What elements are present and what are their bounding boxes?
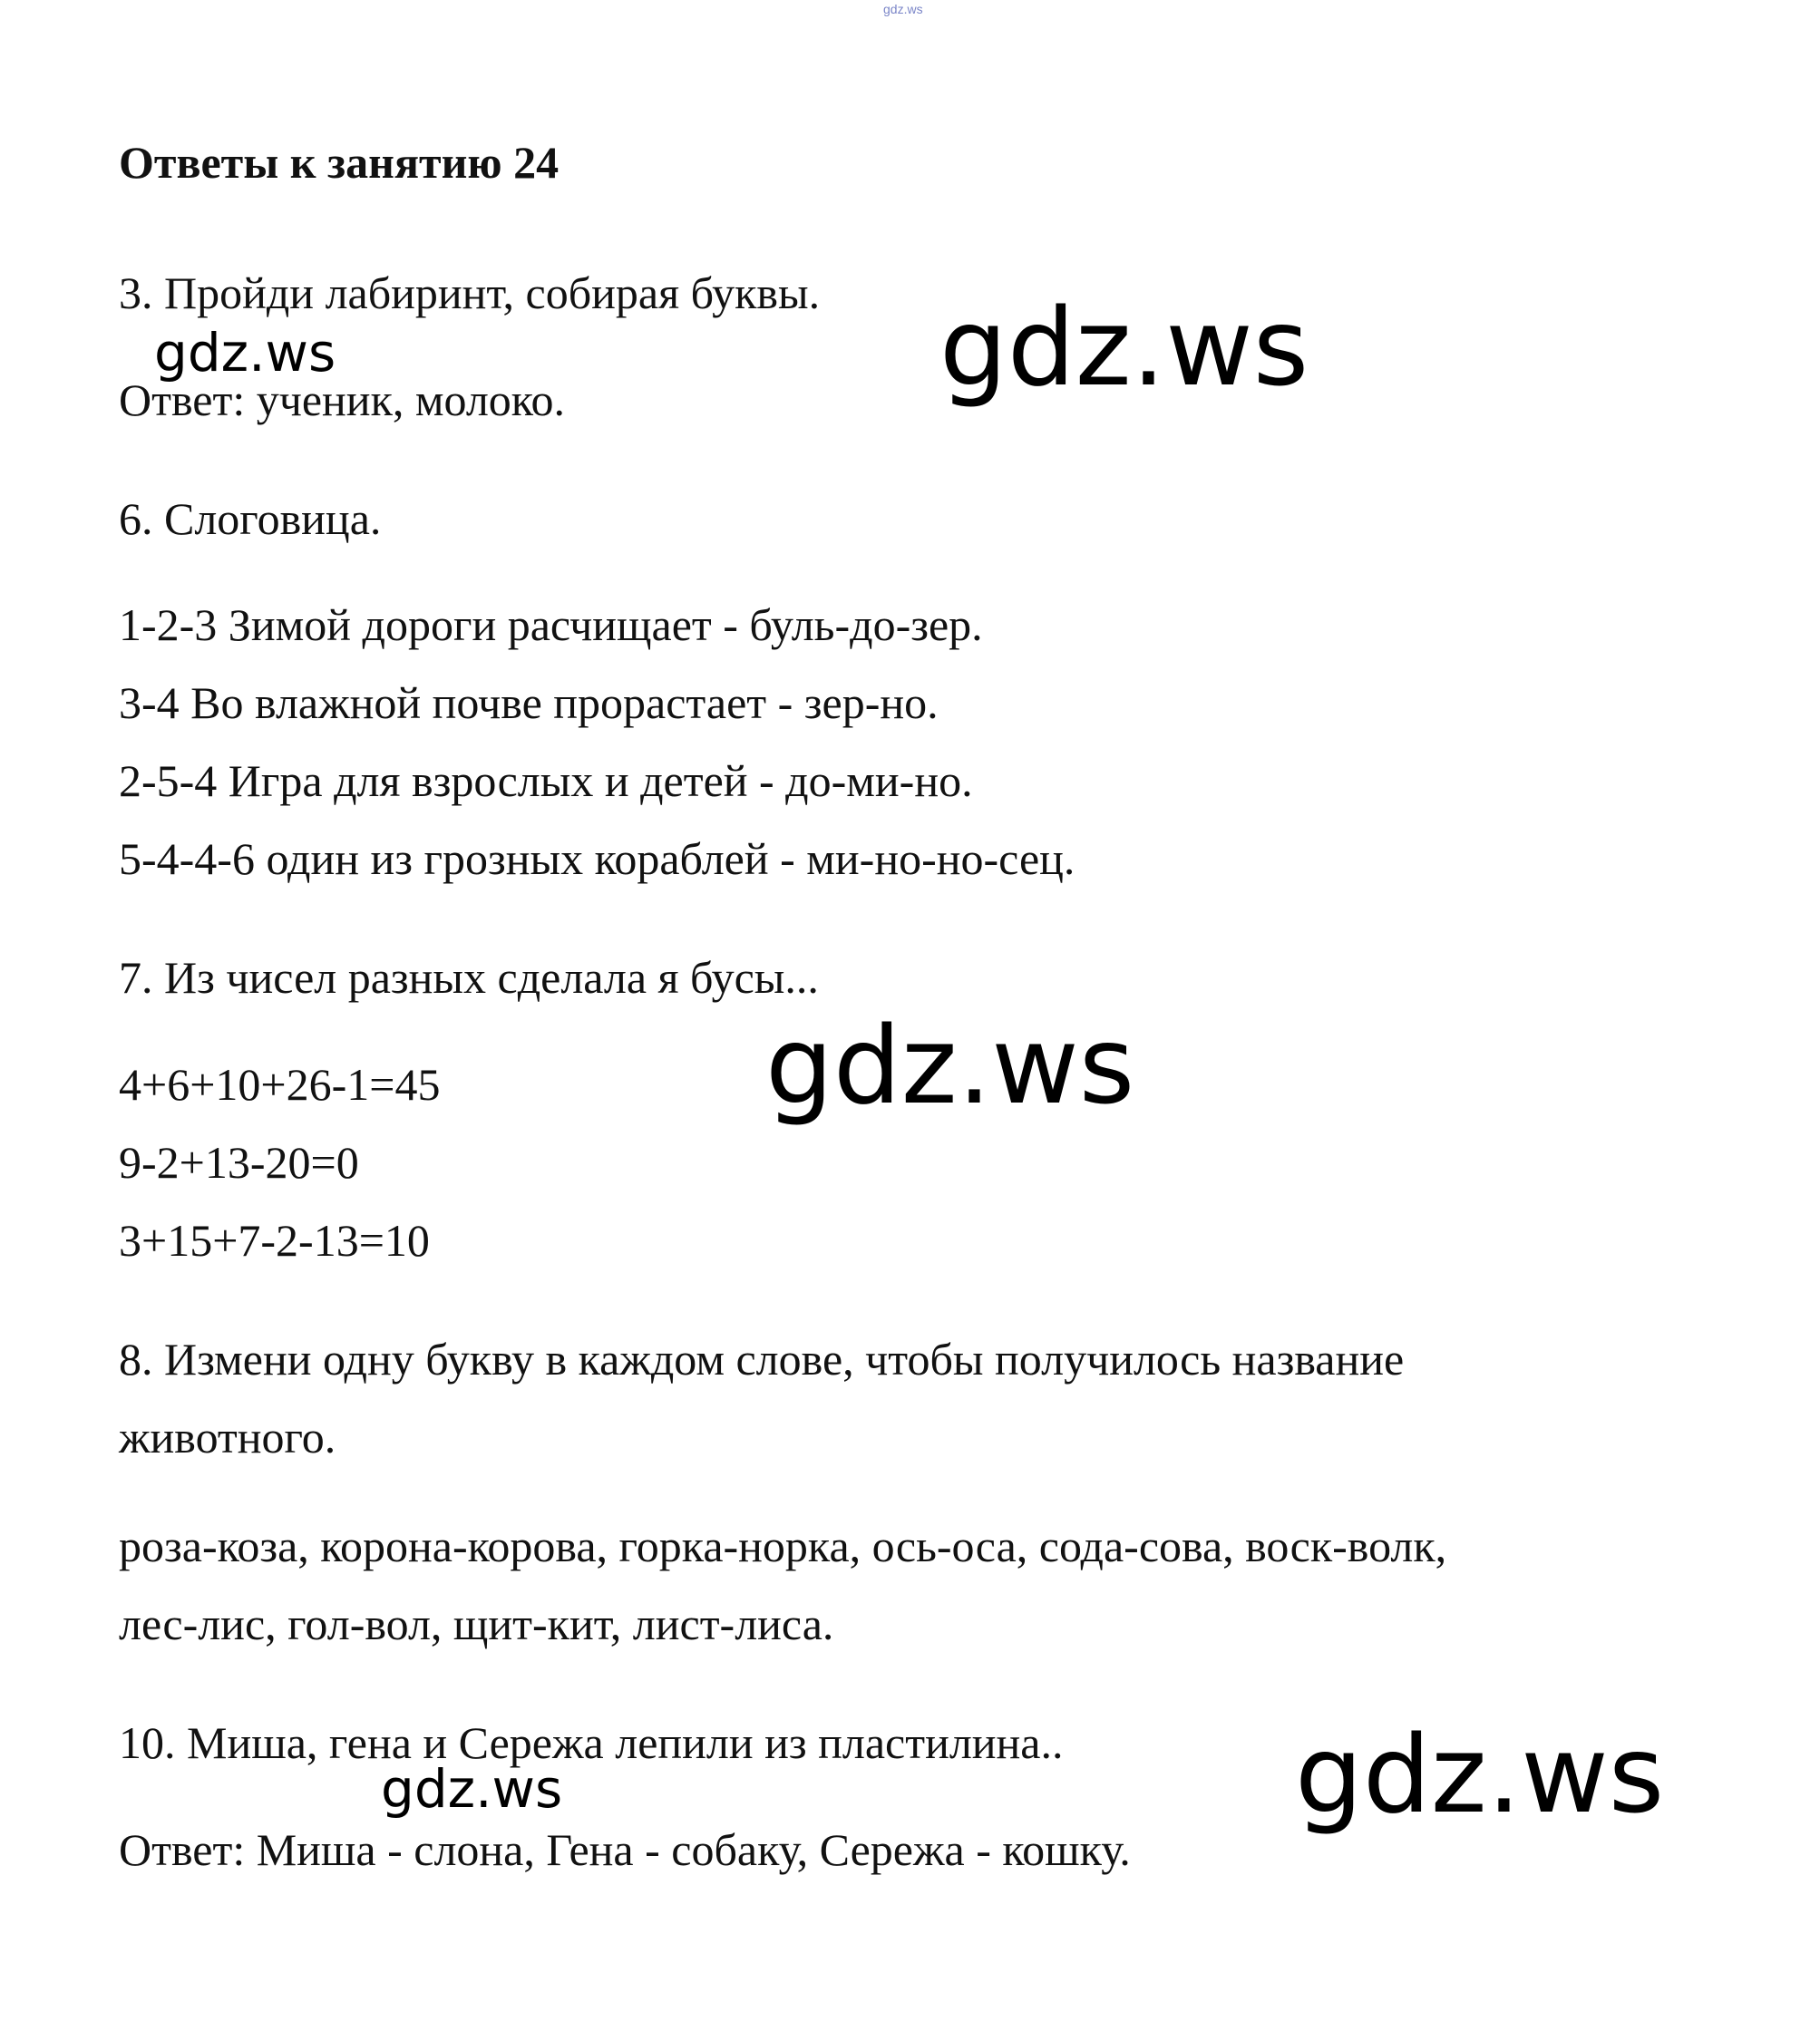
task-3-answer: Ответ: ученик, молоко. (119, 374, 566, 425)
task-6-line: 5-4-4-6 один из грозных кораблей - ми-но-но-сец. (119, 833, 1075, 884)
task-7-line: 9-2+13-20=0 (119, 1137, 359, 1188)
task-8-answer-cont: лес-лис, гол-вол, щит-кит, лист-лиса. (119, 1599, 834, 1649)
watermark: gdz.ws (939, 285, 1309, 410)
task-10-answer: Ответ: Миша - слона, Гена - собаку, Сережа - кошку. (119, 1824, 1131, 1875)
watermark: gdz.ws (765, 1003, 1135, 1128)
task-3-heading: 3. Пройди лабиринт, собирая буквы. (119, 267, 821, 318)
task-8-heading-cont: животного. (119, 1412, 336, 1463)
task-7-heading: 7. Из чисел разных сделала я бусы... (119, 952, 819, 1003)
watermark: gdz.ws (381, 1758, 563, 1820)
task-7-line: 4+6+10+26-1=45 (119, 1059, 441, 1110)
task-6-line: 2-5-4 Игра для взрослых и детей - до-ми-но. (119, 755, 973, 806)
task-7-line: 3+15+7-2-13=10 (119, 1215, 430, 1266)
watermark: gdz.ws (154, 322, 336, 384)
site-mark: gdz.ws (883, 2, 923, 16)
task-8-answer: роза-коза, корона-корова, горка-норка, ось-оса, сода-сова, воск-волк, (119, 1521, 1447, 1571)
task-8-heading: 8. Измени одну букву в каждом слове, чтобы получилось название (119, 1334, 1405, 1385)
watermark: gdz.ws (1295, 1712, 1665, 1837)
task-6-line: 3-4 Во влажной почве прорастает - зер-но. (119, 677, 939, 728)
task-6-line: 1-2-3 Зимой дороги расчищает - буль-до-зер. (119, 599, 983, 650)
task-10-heading: 10. Миша, гена и Сережа лепили из пластилина.. (119, 1717, 1064, 1768)
page-title: Ответы к занятию 24 (119, 137, 560, 188)
task-6-heading: 6. Слоговица. (119, 493, 382, 544)
